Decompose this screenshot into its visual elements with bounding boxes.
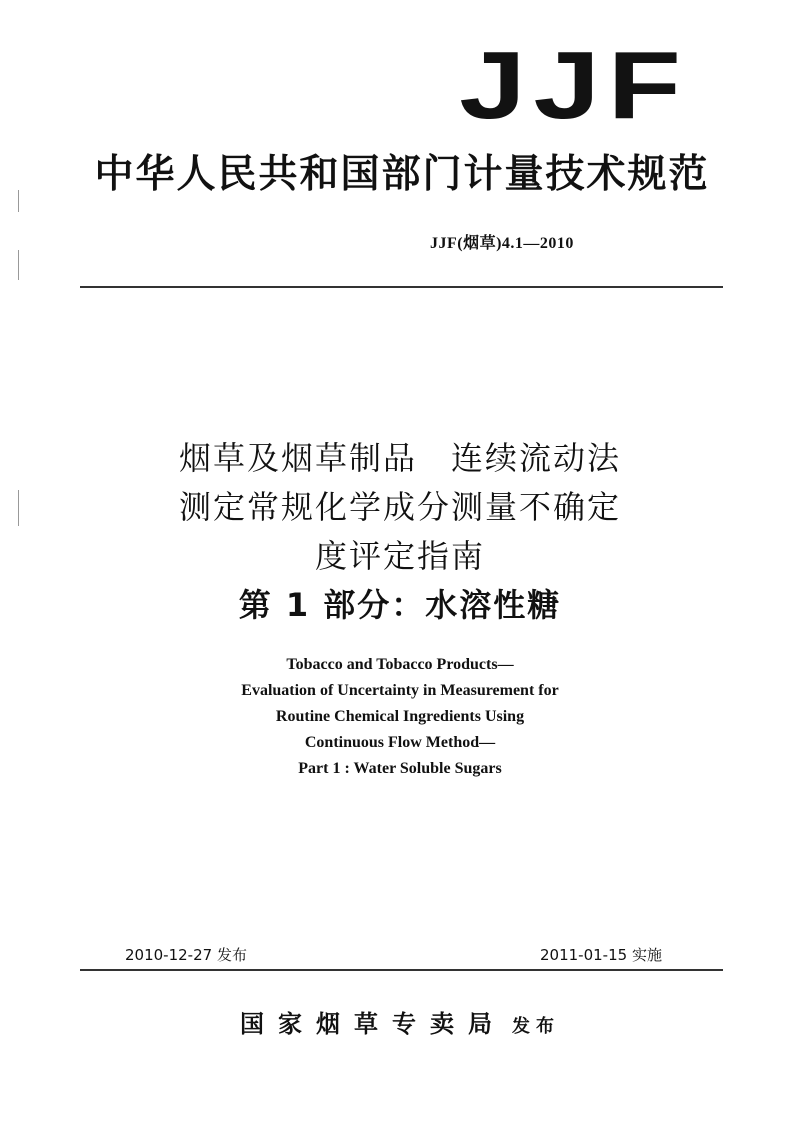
chinese-title-part: 第 1 部分：水溶性糖 [238,586,562,624]
english-title [100,652,700,782]
chinese-title-line-2: 测定常规化学成分测量不确定 [178,488,621,526]
jjf-logo [448,32,688,139]
standard-code: JJF(烟草)4.1—2010 [430,235,574,252]
chinese-title [100,434,700,630]
issue-date: 2010-12-27 发布 [125,946,247,964]
english-title-line-4: Continuous Flow Method— [304,734,496,751]
issuer-organization: 国家烟草专卖局 [240,1010,506,1038]
english-title-line-3: Routine Chemical Ingredients Using [275,708,525,725]
bottom-divider [80,969,723,971]
top-divider [80,286,723,288]
logo-text: JJF [458,32,688,139]
english-title-line-5: Part 1 : Water Soluble Sugars [298,760,502,777]
english-title-line-2: Evaluation of Uncertainty in Measurement for [241,682,559,699]
binding-marks [16,190,22,530]
chinese-title-line-3: 度评定指南 [314,537,485,575]
implementation-date: 2011-01-15 实施 [540,946,662,964]
standard-type-title: 中华人民共和国部门计量技术规范 [94,152,710,197]
issuer-action: 发布 [512,1016,560,1037]
english-title-line-1: Tobacco and Tobacco Products— [286,656,514,673]
chinese-title-line-1: 烟草及烟草制品 连续流动法 [178,439,621,477]
issuing-authority [150,1004,650,1039]
